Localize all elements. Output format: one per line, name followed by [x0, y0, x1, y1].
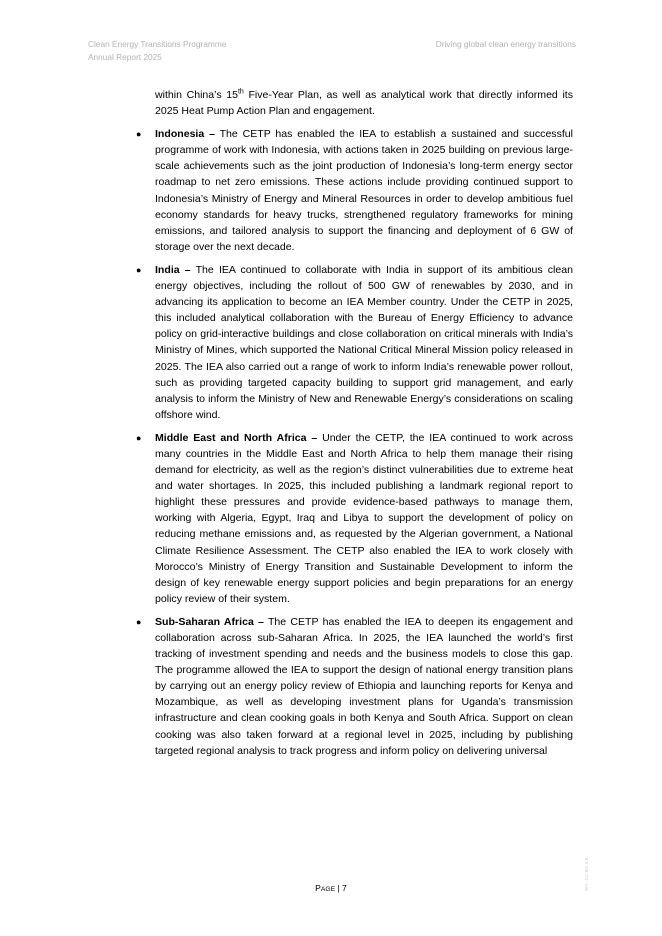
item-body: The IEA continued to collaborate with India in support of its ambitious clean energy objectives, including the rollout of 500 GW of renewables by 2030, and in advancing its application to become an IEA Member country. Under the CETP in 2025, this included analytical collaboration with the Bureau of Energy Efficiency to advance policy on grid-interactive buildings and close collaboration on critical minerals with India’s Ministry of Mines, which supported the National Critical Mineral Mission policy released in 2025. The IEA also carried out a range of work to inform India’s renewable power rollout, such as providing targeted capacity building to support grid management, and early analysis to inform the Ministry of New and Renewable Energy’s considerations on scaling offshore wind. [155, 263, 573, 421]
running-header-left [88, 38, 226, 63]
item-lead: Sub-Saharan Africa – [155, 615, 264, 628]
intro-paragraph: within China’s 15th Five-Year Plan, as well as analytical work that directly informed its 2025 Heat Pump Action Plan and engagement. [155, 88, 573, 118]
header-programme-title: Clean Energy Transitions Programme [88, 39, 227, 49]
item-body: The CETP has enabled the IEA to establish a sustained and successful programme of work with Indonesia, with actions taken in 2025 building on previous large-scale achievements such as the joint production of Indonesia’s long-term energy sector roadmap to net zero emissions. These actions include providing continued support to Indonesia’s Ministry of Energy and Mineral Resources in order to develop ambitious fuel economy standards for heavy trucks, strengthened regulatory frameworks for mining emissions, and tailored analysis to support the financing and deployment of 6 GW of storage over the next decade. [155, 128, 573, 253]
list-item-mena [136, 430, 573, 607]
list-item-india [136, 262, 573, 423]
bullet-icon: ● [136, 129, 142, 140]
list-item-sub-saharan-africa [136, 614, 573, 759]
item-lead: India – [155, 263, 191, 276]
bullet-icon: ● [136, 264, 142, 275]
body-text [136, 87, 573, 759]
item-body: Under the CETP, the IEA continued to work across many countries in the Middle East and North Africa to help them manage their rising demand for electricity, as well as the region’s distinct vulnerabilities due to extreme heat and water shortages. In 2025, this included publishing a landmark regional report to highlight these pressures and provide evidence-based pathways to manage them, working with Algeria, Egypt, Iraq and Libya to support the development of policy on reducing methane emissions and, as requested by the Algerian government, a National Climate Resilience Assessment. The CETP also enabled the IEA to work closely with Morocco’s Ministry of Energy Transition and Sustainable Development to inform the design of key renewable energy support policies and begin preparations for an energy policy review of their system. [155, 431, 573, 605]
header-report-title: Annual Report 2025 [88, 51, 162, 62]
bullet-icon: ● [136, 616, 142, 627]
region-list [136, 126, 573, 759]
page-number: 7 [342, 883, 347, 893]
running-header-right: Driving global clean energy transitions [435, 39, 576, 49]
list-item-indonesia [136, 126, 573, 255]
page-footer: PAGE | 7 [315, 883, 347, 893]
copyright-side-mark: IEA. CC BY 4.0. [584, 856, 589, 892]
item-body: The CETP has enabled the IEA to deepen its engagement and collaboration across sub-Saharan Africa. In 2025, the IEA launched the world’s first tracking of investment spending and needs and the business models to close this gap. The programme allowed the IEA to support the design of national energy transition plans by carrying out an energy policy review of Ethiopia and launching reports for Kenya and Mozambique, as well as developing investment plans for Uganda’s transmission infrastructure and clean cooking goals in both Kenya and South Africa. Support on clean cooking was also taken forward at a regional level in 2025, including by publishing targeted regional analysis to track progress and inform policy on delivering universal [155, 615, 573, 757]
bullet-icon: ● [136, 432, 142, 443]
item-lead: Middle East and North Africa – [155, 431, 318, 444]
item-lead: Indonesia – [155, 128, 215, 141]
